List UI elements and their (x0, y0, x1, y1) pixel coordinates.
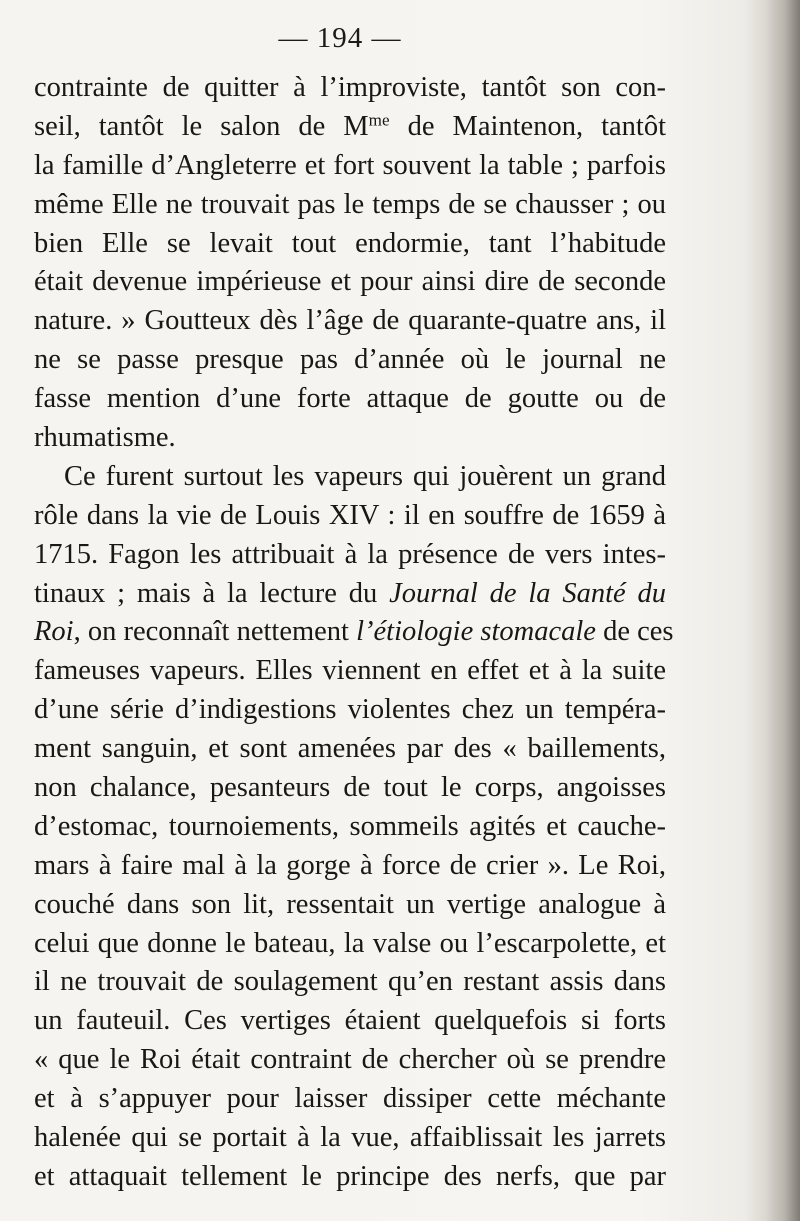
text-line: il ne trouvait de soulagement qu’en restant assis dans (34, 966, 666, 998)
text-line: mars à faire mal à la gorge à force de crier ». Le Roi, (34, 849, 666, 881)
text-line: seil, tantôt le salon de $M^{me}$ de Maintenon, tantôt (34, 110, 666, 142)
superscript: me (368, 110, 390, 130)
text-line: couché dans son lit, ressentait un vertige analogue à (34, 888, 666, 920)
text-line: et à s’appuyer pour laisser dissiper cette méchante (34, 1083, 666, 1115)
text-line: était devenue impérieuse et pour ainsi dire de seconde (34, 266, 666, 298)
text-line: rhumatisme. (34, 422, 176, 454)
text-line: fameuses vapeurs. Elles viennent en effet et à la suite (34, 655, 666, 687)
text-line: rôle dans la vie de Louis XIV : il en souffre de 1659 à (34, 499, 666, 531)
body-text (34, 69, 674, 1197)
text-line: ne se passe presque pas d’année où le journal ne (34, 344, 666, 376)
text-line: ment sanguin, et sont amenées par des « baillements, (34, 733, 666, 765)
text-line: 1715. Fagon les attribuait à la présence de vers intes- (34, 538, 666, 570)
text-line: d’une série d’indigestions violentes chez un tempéra- (34, 694, 666, 726)
text-line: contrainte de quitter à l’improviste, tantôt son con- (34, 72, 666, 103)
text-line: « que le Roi était contraint de chercher où se prendre (34, 1044, 666, 1076)
text-line: non chalance, pesanteurs de tout le corps, angoisses (34, 772, 666, 804)
text-line: bien Elle se levait tout endormie, tant l’habitude (34, 227, 666, 259)
text-line: la famille d’Angleterre et fort souvent la table ; parfois (34, 149, 666, 181)
text-line: tinaux ; mais à la lecture du Journal de la Santé du (34, 577, 666, 609)
page-number: — 194 — (278, 22, 402, 54)
text-line: halenée qui se portait à la vue, affaiblissait les jarrets (34, 1122, 666, 1154)
text-line: celui que donne le bateau, la valse ou l’escarpolette, et (34, 927, 666, 959)
text-line: d’estomac, tournoiements, sommeils agités et cauche- (34, 810, 666, 842)
text-line: un fauteuil. Ces vertiges étaient quelquefois si forts (34, 1005, 666, 1037)
text-line: et attaquait tellement le principe des nerfs, que par (34, 1160, 666, 1192)
text-line: nature. » Goutteux dès l’âge de quarante-quatre ans, il (34, 305, 666, 337)
italic-title: Roi (34, 616, 74, 648)
text-line: Roi, on reconnaît nettement l’étiologie stomacale de ces (34, 616, 674, 648)
text-line: même Elle ne trouvait pas le temps de se chausser ; ou (34, 188, 666, 220)
text-line: fasse mention d’une forte attaque de goutte ou de (34, 383, 666, 415)
italic-title: Journal de la Santé du (389, 577, 666, 609)
italic-term: l’étiologie stomacale (356, 616, 596, 648)
text-line: Ce furent surtout les vapeurs qui jouèrent un grand (64, 460, 666, 492)
binding-shadow (766, 0, 800, 1221)
